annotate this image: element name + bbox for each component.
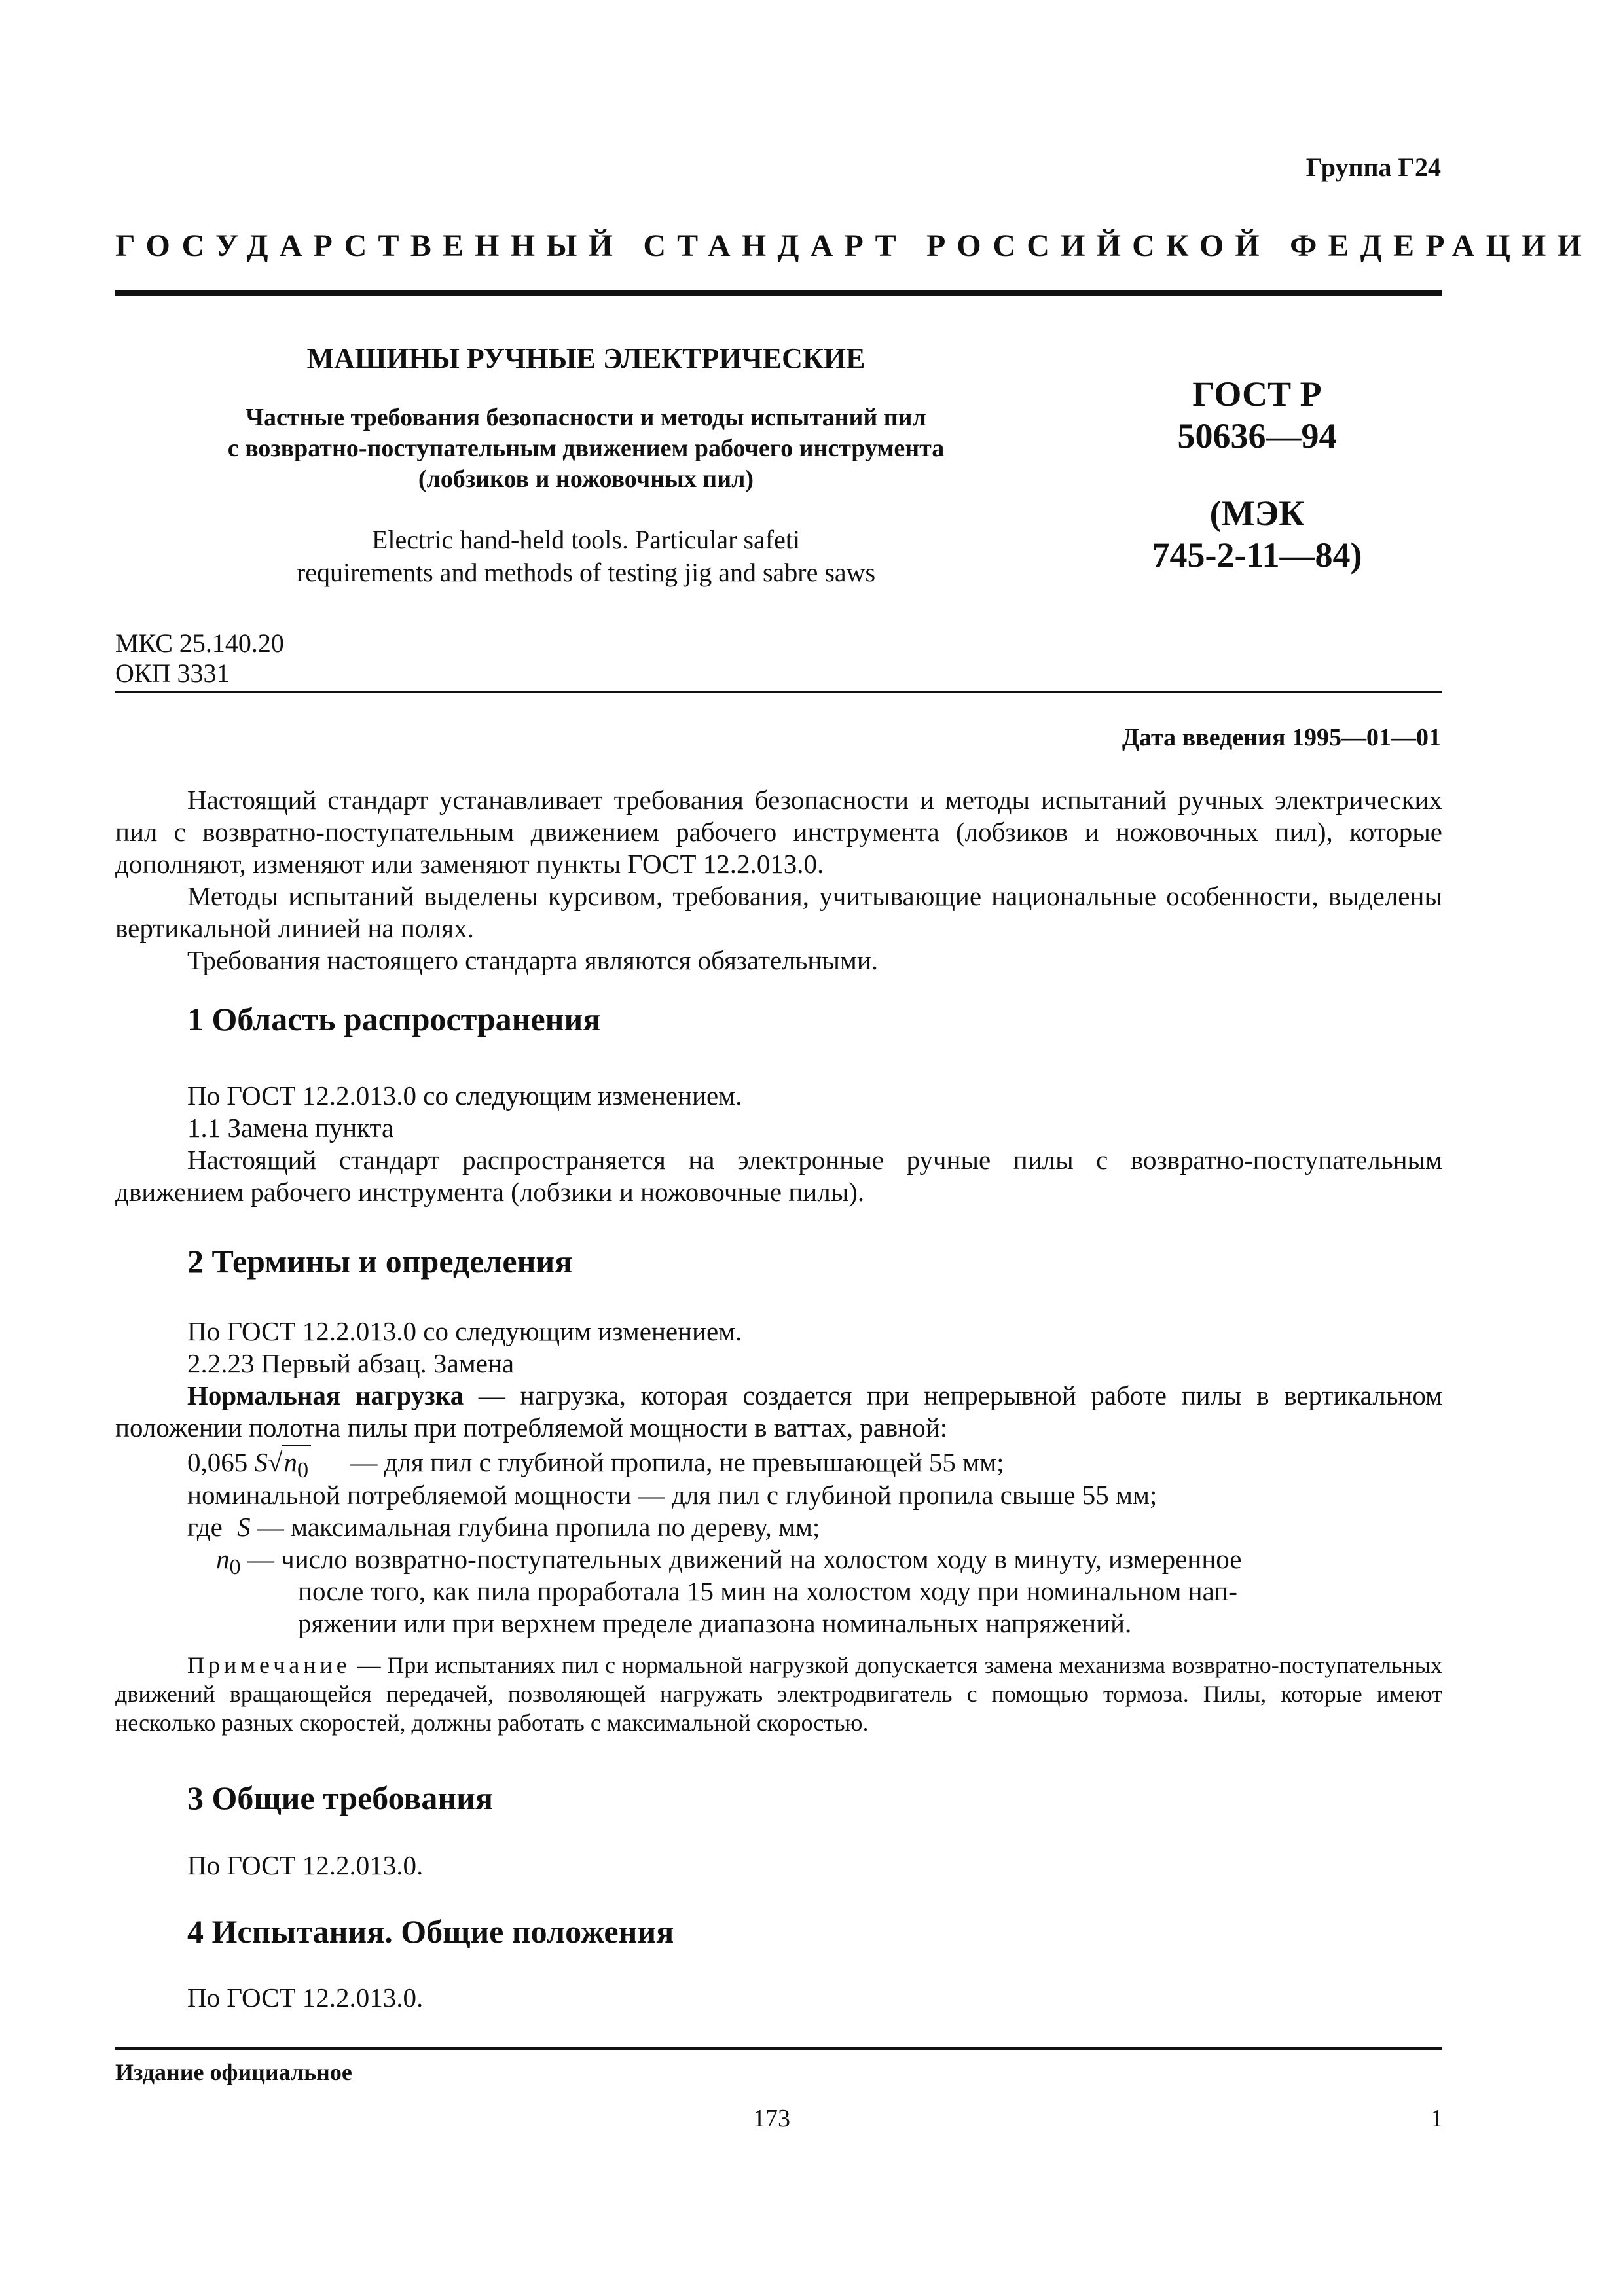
section-1-text: Настоящий стандарт распространяется на электронные ручные пилы с возвратно-поступательным движением рабочего инструмента (лобзики и ножовочные пилы). <box>115 1145 1442 1207</box>
note-text <box>115 1651 1442 1737</box>
iec-line: 745-2-11—84) <box>1152 535 1362 575</box>
formula-text: — для пил с глубиной пропила, не превышающей 55 мм; <box>350 1447 1004 1477</box>
section-1-line: По ГОСТ 12.2.013.0 со следующим изменением. <box>187 1081 742 1111</box>
subtitle-line: Частные требования безопасности и методы испытаний пил <box>246 404 926 431</box>
section-1-paragraph <box>115 1144 1442 1208</box>
section-2-line: По ГОСТ 12.2.013.0 со следующим изменением. <box>187 1316 742 1346</box>
n0-text: — число возвратно-поступательных движений на холостом ходу в минуту, измеренное <box>247 1544 1242 1574</box>
formula-subscript: 0 <box>297 1458 309 1483</box>
note <box>115 1651 1442 1737</box>
sqrt-symbol: √ <box>268 1447 283 1477</box>
definition-text <box>115 1380 1442 1444</box>
intro-paragraph: Требования настоящего стандарта являются обязательными. <box>187 945 879 975</box>
n0-variable: n <box>216 1544 230 1574</box>
note-label: Примечание <box>187 1652 351 1678</box>
footer-rule <box>115 2047 1442 2050</box>
formula-coefficient: 0,065 <box>187 1447 248 1477</box>
definition-paragraph <box>115 1380 1442 1444</box>
header-rule <box>115 290 1442 296</box>
where-variable: S <box>237 1512 251 1542</box>
gost-line: ГОСТ Р <box>1192 374 1322 414</box>
classification-codes <box>115 628 284 689</box>
state-standard-header: ГОСУДАРСТВЕННЫЙ СТАНДАРТ РОССИЙСКОЙ ФЕДЕРАЦИИ <box>115 228 1594 263</box>
group-code: Группа Г24 <box>1305 152 1441 182</box>
section-3-line: По ГОСТ 12.2.013.0. <box>187 1850 424 1880</box>
iec-number <box>1087 492 1427 576</box>
english-title-line: Electric hand-held tools. Particular safeti <box>371 525 801 554</box>
subtitle-line: с возвратно-поступательным движением рабочего инструмента <box>227 435 945 462</box>
gost-line: 50636—94 <box>1177 416 1337 456</box>
where-text: — максимальная глубина пропила по дереву, мм; <box>257 1512 820 1542</box>
n0-line: после того, как пила проработала 15 мин на холостом ходу при номинальном нап- <box>298 1576 1237 1606</box>
english-title-line: requirements and methods of testing jig and sabre saws <box>296 558 876 587</box>
definition: — нагрузка, которая создается при непрерывной работе пилы в вертикальном положении полотна пилы при потребляемой мощности в ваттах, равной: <box>115 1380 1442 1443</box>
n0-subscript: 0 <box>229 1555 241 1580</box>
section-3-heading: 3 Общие требования <box>187 1780 494 1816</box>
document-title: МАШИНЫ РУЧНЫЕ ЭЛЕКТРИЧЕСКИЕ <box>306 342 866 374</box>
iec-line: (МЭК <box>1209 493 1305 533</box>
intro-paragraph: Методы испытаний выделены курсивом, требования, учитывающие национальные особенности, выделены вертикальной линией на полях. <box>115 881 1442 943</box>
formula-variable: n <box>283 1447 298 1477</box>
section-1-line: 1.1 Замена пункта <box>187 1113 394 1143</box>
n0-line: ряжении или при верхнем пределе диапазона номинальных напряжений. <box>298 1608 1132 1638</box>
codes-rule <box>115 691 1442 693</box>
where-line <box>187 1511 820 1543</box>
section-4-line: По ГОСТ 12.2.013.0. <box>187 1982 424 2013</box>
intro-paragraph: Настоящий стандарт устанавливает требования безопасности и методы испытаний ручных электрических пил с возвратно-поступательным движением рабочего инструмента (лобзиков и ножовочных пил), которые дополняют, изменяют или заменяют пункты ГОСТ 12.2.013.0. <box>115 785 1442 879</box>
mks-code: МКС 25.140.20 <box>115 628 284 658</box>
gost-number <box>1087 373 1427 457</box>
note-body: — При испытаниях пил с нормальной нагрузкой допускается замена механизма возвратно-поступательных движений вращающейся передачей, позволяющей нагружать электродвигатель с помощью тормоза. Пилы, которые имеют несколько разных скоростей, должны работать с максимальной скоростью. <box>115 1652 1442 1736</box>
okp-code: ОКП 3331 <box>115 658 230 688</box>
section-2-line: 2.2.23 Первый абзац. Замена <box>187 1348 515 1378</box>
section-1-heading: 1 Область распространения <box>187 1001 601 1037</box>
subtitle-line: (лобзиков и ножовочных пил) <box>418 465 754 493</box>
section-4-heading: 4 Испытания. Общие положения <box>187 1913 674 1950</box>
page-number-right: 1 <box>1431 2105 1443 2132</box>
document-subtitle <box>177 403 995 495</box>
section-2-heading: 2 Термины и определения <box>187 1243 573 1280</box>
intro-date: Дата введения 1995—01—01 <box>1122 724 1441 751</box>
where-label: где <box>187 1512 223 1542</box>
nominal-line: номинальной потребляемой мощности — для пил с глубиной пропила свыше 55 мм; <box>187 1480 1158 1510</box>
page-number-center: 173 <box>753 2105 790 2132</box>
intro-text <box>115 784 1442 977</box>
term: Нормальная нагрузка <box>187 1380 464 1410</box>
english-title <box>177 524 995 589</box>
official-edition-label: Издание официальное <box>115 2059 352 2085</box>
formula-variable: S <box>254 1447 268 1477</box>
